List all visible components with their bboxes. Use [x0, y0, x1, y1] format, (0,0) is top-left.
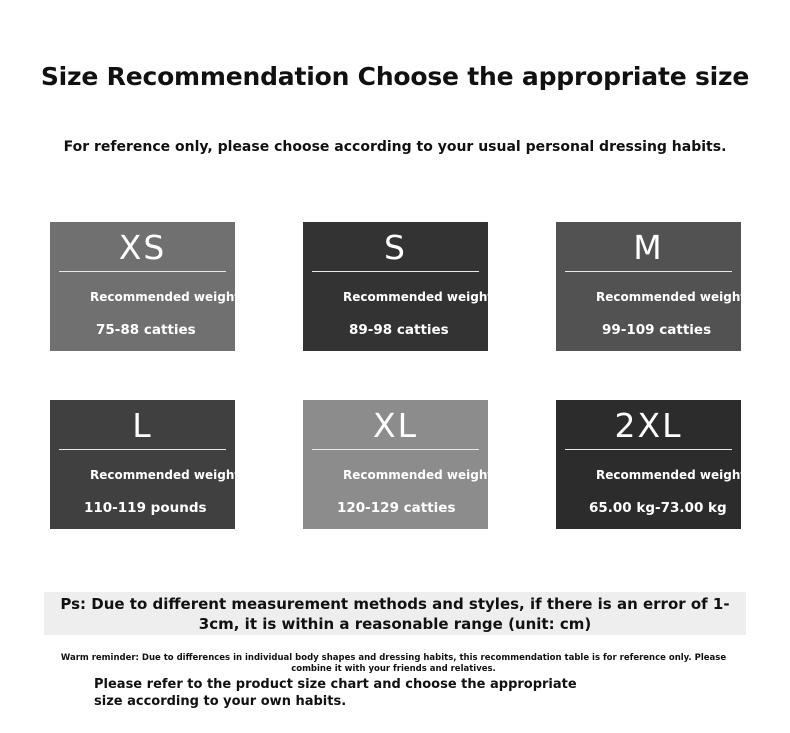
divider: [59, 449, 226, 450]
page-subtitle: For reference only, please choose according to your usual personal dressing habits.: [63, 139, 727, 155]
weight-label: Recommended weight: [343, 468, 494, 482]
weight-value: 65.00 kg-73.00 kg: [589, 500, 727, 516]
size-card-m: [556, 222, 747, 351]
warm-reminder: Warm reminder: Due to differences in individual body shapes and dressing habits, this recommendation table is for reference only. Please combine it with your friends and relatives.: [60, 653, 727, 674]
size-name: L: [132, 406, 153, 445]
divider: [312, 449, 479, 450]
weight-label: Recommended weight: [596, 290, 747, 304]
weight-value: 120-129 catties: [337, 500, 456, 516]
page-title: Size Recommendation Choose the appropriate size: [40, 62, 750, 91]
size-name: XL: [373, 406, 418, 445]
size-name: XS: [118, 228, 167, 267]
divider: [565, 449, 732, 450]
weight-value: 89-98 catties: [349, 322, 449, 338]
divider: [312, 271, 479, 272]
weight-value: 110-119 pounds: [84, 500, 207, 516]
size-name: S: [384, 228, 407, 267]
weight-label: Recommended weight: [90, 290, 241, 304]
size-card-l: [50, 400, 241, 529]
weight-label: Recommended weight: [90, 468, 241, 482]
size-card-2xl: [556, 400, 747, 529]
size-card-xs: [50, 222, 241, 351]
size-card-s: [303, 222, 494, 351]
weight-label: Recommended weight: [343, 290, 494, 304]
weight-value: 99-109 catties: [602, 322, 712, 338]
divider: [565, 271, 732, 272]
size-name: 2XL: [614, 406, 683, 445]
size-card-xl: [303, 400, 494, 529]
size-name: M: [633, 228, 664, 267]
weight-value: 75-88 catties: [96, 322, 196, 338]
measurement-note: Ps: Due to different measurement methods and styles, if there is an error of 1-3cm, it is within a reasonable range (unit: cm): [44, 592, 746, 635]
weight-label: Recommended weight: [596, 468, 747, 482]
size-chart-advice: Please refer to the product size chart and choose the appropriate size according to your own habits.: [94, 677, 577, 709]
divider: [59, 271, 226, 272]
